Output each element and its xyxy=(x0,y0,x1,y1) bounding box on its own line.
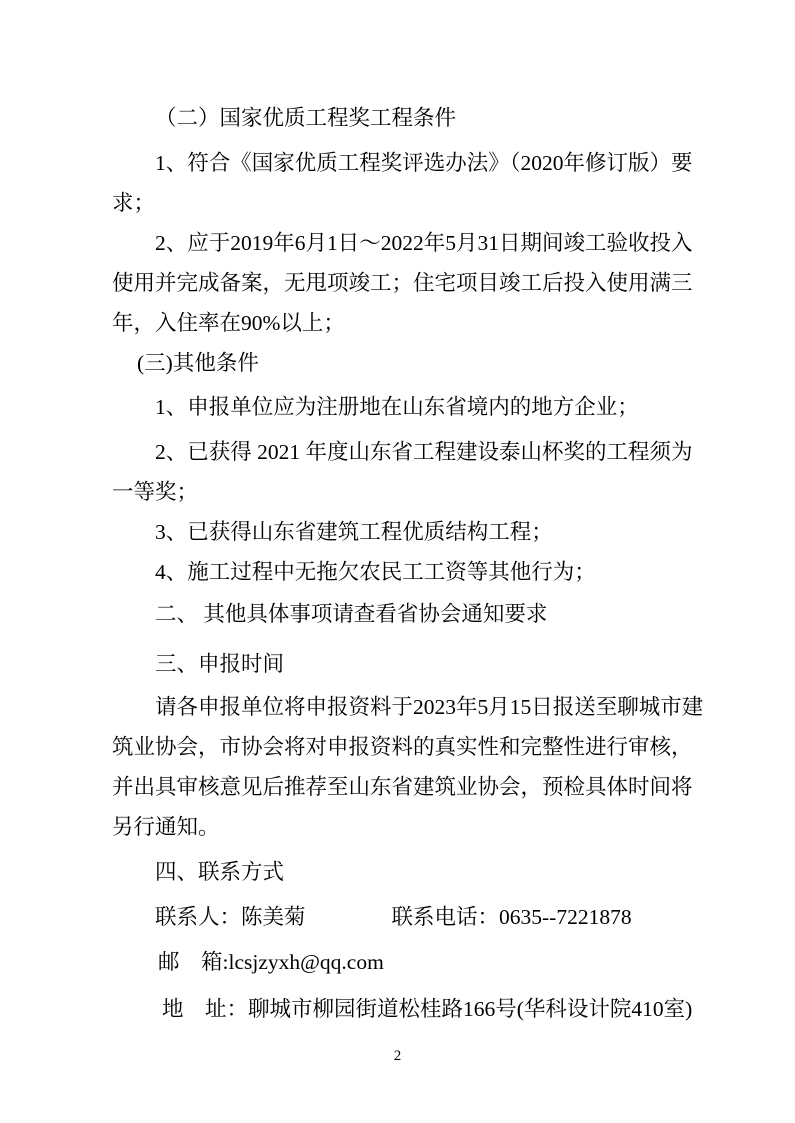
contact-address-line: 地 址：聊城市柳园街道松桂路166号(华科设计院410室) xyxy=(162,997,693,1021)
text-line: 4、施工过程中无拖欠农民工工资等其他行为； xyxy=(155,560,596,584)
text-line: 请各申报单位将申报资料于2023年5月15日报送至聊城市建 xyxy=(155,695,704,719)
contact-person-and-phone-line: 联系人：陈美菊 联系电话：0635--7221878 xyxy=(155,905,632,929)
text-line: 筑业协会，市协会将对申报资料的真实性和完整性进行审核， xyxy=(112,735,693,759)
section-heading-contact: 四、联系方式 xyxy=(155,860,285,884)
document-body xyxy=(112,98,704,1029)
text-line: 2、应于2019年6月1日～2022年5月31日期间竣工验收投入 xyxy=(155,231,693,255)
text-line: 年，入住率在90%以上； xyxy=(112,311,345,335)
contact-email-line: 邮 箱:lcsjzyxh@qq.com xyxy=(158,950,384,974)
text-line: 并出具审核意见后推荐至山东省建筑业协会，预检具体时间将 xyxy=(112,775,693,799)
section-heading-national-award-conditions: （二）国家优质工程奖工程条件 xyxy=(155,106,457,130)
text-line: 使用并完成备案，无甩项竣工；住宅项目竣工后投入使用满三 xyxy=(112,271,693,295)
page-number: 2 xyxy=(393,1048,402,1064)
section-heading-other-conditions: (三)其他条件 xyxy=(137,351,259,375)
section-heading-application-time: 三、申报时间 xyxy=(155,652,285,676)
text-line: 3、已获得山东省建筑工程优质结构工程； xyxy=(155,520,553,544)
text-line: 一等奖； xyxy=(112,480,199,504)
text-line: 1、申报单位应为注册地在山东省境内的地方企业； xyxy=(155,395,639,419)
text-line: 1、符合《国家优质工程奖评选办法》（2020年修订版）要 xyxy=(155,151,693,175)
text-line: 2、已获得 2021 年度山东省工程建设泰山杯奖的工程须为 xyxy=(155,440,693,464)
text-line: 求； xyxy=(112,191,156,215)
text-line: 另行通知。 xyxy=(112,815,220,839)
section-heading-other-matters: 二、 其他具体事项请查看省协会通知要求 xyxy=(155,602,548,626)
